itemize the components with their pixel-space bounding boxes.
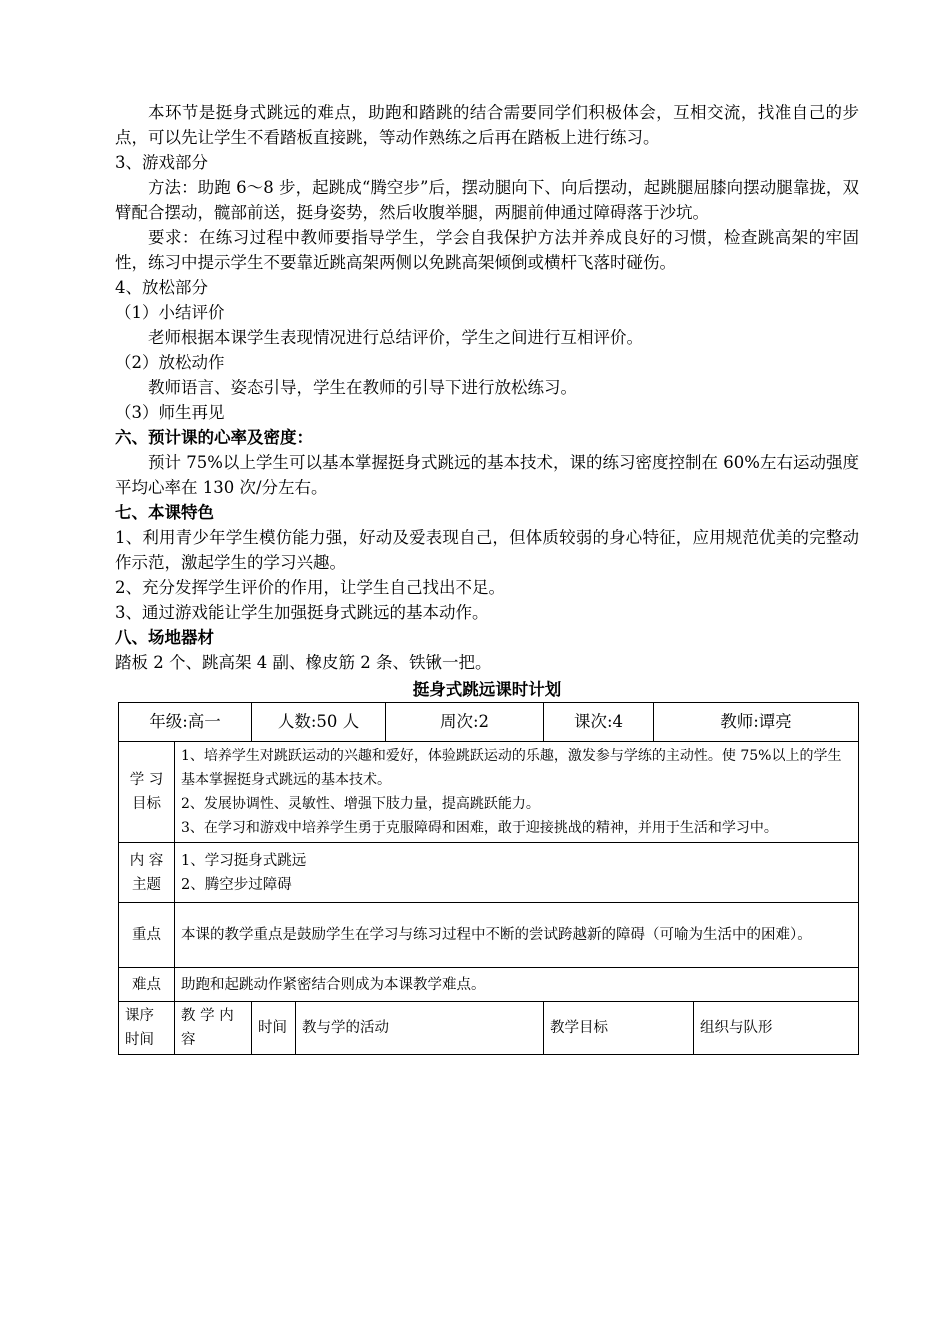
paragraph: 1、利用青少年学生模仿能力强，好动及爱表现自己，但体质较弱的身心特征，应用规范优美的完整动作示范，激起学生的学习兴趣。 — [115, 528, 859, 572]
goals-row — [119, 742, 859, 843]
key-label: 重点 — [119, 903, 175, 968]
section-heading-bold: 六、预计课的心率及密度： — [115, 428, 313, 447]
paragraph: 预计 75%以上学生可以基本掌握挺身式跳远的基本技术，课的练习密度控制在 60%左右运动强度平均心率在 130 次/分左右。 — [115, 453, 859, 497]
paragraph: 方法：助跑 6～8 步，起跳成“腾空步”后，摆动腿向下、向后摆动，起跳腿屈膝向摆动腿靠拢，双臂配合摆动，髋部前送，挺身姿势，然后收腹举腿，两腿前伸通过障碍落于沙坑。 — [115, 178, 859, 222]
subsection-heading: （1）小结评价 — [115, 303, 225, 322]
document-body — [115, 100, 859, 705]
content-item: 2、腾空步过障碍 — [181, 876, 292, 893]
grade-cell: 年级:高一 — [119, 703, 252, 742]
content-row — [119, 843, 859, 903]
section-heading: 4、放松部分 — [115, 278, 208, 297]
col-teaching-goal: 教学目标 — [544, 1002, 694, 1055]
paragraph: 2、充分发挥学生评价的作用，让学生自己找出不足。 — [115, 578, 505, 597]
plan-title: 挺身式跳远课时计划 — [412, 680, 562, 699]
goals-cell — [175, 742, 859, 843]
key-cell: 本课的教学重点是鼓励学生在学习与练习过程中不断的尝试跨越新的障碍（可喻为生活中的困难）。 — [175, 903, 859, 968]
goal-item: 3、在学习和游戏中培养学生勇于克服障碍和困难，敢于迎接挑战的精神，并用于生活和学习中。 — [181, 820, 778, 836]
paragraph: 要求：在练习过程中教师要指导学生，学会自我保护方法并养成良好的习惯，检查跳高架的牢固性，练习中提示学生不要靠近跳高架两侧以免跳高架倾倒或横杆飞落时碰伤。 — [115, 228, 859, 272]
content-cell — [175, 843, 859, 903]
goals-label: 学 习 目标 — [119, 742, 175, 843]
section-heading: 3、游戏部分 — [115, 153, 208, 172]
goal-item: 1、培养学生对跳跃运动的兴趣和爱好，体验跳跃运动的乐趣，激发参与学练的主动性。使 75%以上的学生基本掌握挺身式跳远的基本技术。 — [181, 748, 842, 788]
section-heading-bold: 七、本课特色 — [115, 503, 214, 522]
subsection-heading: （2）放松动作 — [115, 353, 225, 372]
col-organization: 组织与队形 — [694, 1002, 859, 1055]
info-row — [119, 703, 859, 742]
col-order-time: 课序时间 — [119, 1002, 175, 1055]
key-row — [119, 903, 859, 968]
count-cell: 人数:50 人 — [252, 703, 386, 742]
col-teaching-content: 教 学 内容 — [175, 1002, 252, 1055]
subsection-heading: （3）师生再见 — [115, 403, 225, 422]
content-item: 1、学习挺身式跳远 — [181, 852, 307, 869]
week-cell: 周次:2 — [386, 703, 544, 742]
paragraph: 老师根据本课学生表现情况进行总结评价，学生之间进行互相评价。 — [148, 328, 643, 347]
lesson-cell: 课次:4 — [544, 703, 654, 742]
paragraph: 教师语言、姿态引导，学生在教师的引导下进行放松练习。 — [148, 378, 577, 397]
difficulty-cell: 助跑和起跳动作紧密结合则成为本课教学难点。 — [175, 968, 859, 1002]
paragraph: 本环节是挺身式跳远的难点，助跑和踏跳的结合需要同学们积极体会，互相交流，找准自己的步点，可以先让学生不看踏板直接跳，等动作熟练之后再在踏板上进行练习。 — [115, 103, 859, 147]
col-time: 时间 — [252, 1002, 296, 1055]
col-activity: 教与学的活动 — [296, 1002, 544, 1055]
difficulty-row — [119, 968, 859, 1002]
lesson-plan-table — [118, 702, 859, 1055]
column-header-row — [119, 1002, 859, 1055]
section-heading-bold: 八、场地器材 — [115, 628, 214, 647]
teacher-cell: 教师:谭亮 — [654, 703, 859, 742]
difficulty-label: 难点 — [119, 968, 175, 1002]
content-label: 内 容 主题 — [119, 843, 175, 903]
paragraph: 3、通过游戏能让学生加强挺身式跳远的基本动作。 — [115, 603, 489, 622]
paragraph: 踏板 2 个、跳高架 4 副、橡皮筋 2 条、铁锹一把。 — [115, 653, 492, 672]
goal-item: 2、发展协调性、灵敏性、增强下肢力量，提高跳跃能力。 — [181, 796, 540, 812]
